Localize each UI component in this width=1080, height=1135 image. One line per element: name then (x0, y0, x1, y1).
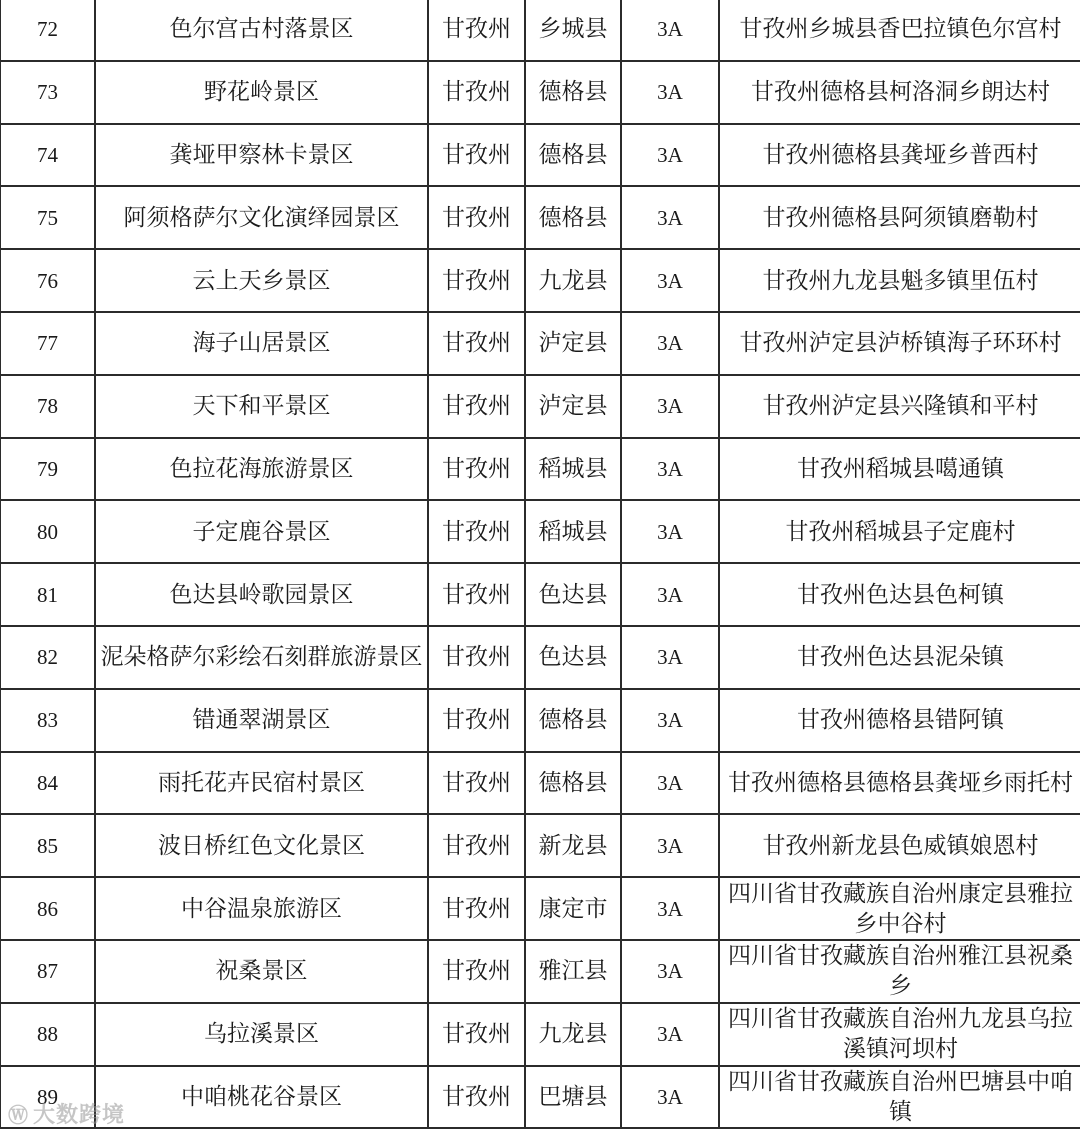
table-row (0, 563, 1080, 626)
table-row (0, 1003, 1080, 1066)
cell-name: 野花岭景区 (95, 61, 428, 124)
table-row (0, 124, 1080, 187)
cell-city: 甘孜州 (428, 0, 525, 61)
cell-level: 3A (621, 814, 719, 877)
cell-level: 3A (621, 124, 719, 187)
watermark-text: 大数跨境 (33, 1103, 126, 1128)
cell-name: 中谷温泉旅游区 (95, 877, 428, 940)
cell-city: 甘孜州 (428, 563, 525, 626)
cell-name: 雨托花卉民宿村景区 (95, 752, 428, 815)
cell-county: 色达县 (525, 563, 621, 626)
cell-address: 四川省甘孜藏族自治州雅江县祝桑乡 (719, 940, 1080, 1003)
cell-number: 88 (0, 1003, 95, 1066)
cell-address: 甘孜州新龙县色威镇娘恩村 (719, 814, 1080, 877)
table-row (0, 689, 1080, 752)
cell-number: 74 (0, 124, 95, 187)
cell-number: 76 (0, 249, 95, 312)
cell-number: 73 (0, 61, 95, 124)
cell-name: 阿须格萨尔文化演绎园景区 (95, 186, 428, 249)
cell-level: 3A (621, 1066, 719, 1129)
cell-level: 3A (621, 689, 719, 752)
cell-county: 稻城县 (525, 438, 621, 501)
cell-number: 77 (0, 312, 95, 375)
cell-county: 德格县 (525, 124, 621, 187)
cell-name: 色尔宫古村落景区 (95, 0, 428, 61)
cell-county: 色达县 (525, 626, 621, 689)
cell-city: 甘孜州 (428, 375, 525, 438)
watermark-logo-icon: Ⓦ (8, 1103, 29, 1127)
table-row (0, 438, 1080, 501)
cell-address: 甘孜州德格县阿须镇磨勒村 (719, 186, 1080, 249)
cell-address: 甘孜州稻城县子定鹿村 (719, 500, 1080, 563)
cell-level: 3A (621, 312, 719, 375)
cell-level: 3A (621, 563, 719, 626)
cell-city: 甘孜州 (428, 814, 525, 877)
cell-name: 色拉花海旅游景区 (95, 438, 428, 501)
cell-address: 甘孜州德格县龚垭乡普西村 (719, 124, 1080, 187)
cell-level: 3A (621, 1003, 719, 1066)
cell-level: 3A (621, 877, 719, 940)
cell-name: 天下和平景区 (95, 375, 428, 438)
table-row (0, 500, 1080, 563)
cell-number: 80 (0, 500, 95, 563)
cell-county: 巴塘县 (525, 1066, 621, 1129)
cell-address: 甘孜州德格县柯洛洞乡朗达村 (719, 61, 1080, 124)
cell-level: 3A (621, 500, 719, 563)
cell-name: 祝桑景区 (95, 940, 428, 1003)
cell-address: 甘孜州泸定县兴隆镇和平村 (719, 375, 1080, 438)
cell-level: 3A (621, 0, 719, 61)
cell-county: 稻城县 (525, 500, 621, 563)
table-row (0, 940, 1080, 1003)
cell-level: 3A (621, 626, 719, 689)
cell-address: 甘孜州乡城县香巴拉镇色尔宫村 (719, 0, 1080, 61)
cell-name: 波日桥红色文化景区 (95, 814, 428, 877)
cell-address: 甘孜州色达县泥朵镇 (719, 626, 1080, 689)
cell-number: 79 (0, 438, 95, 501)
cell-county: 雅江县 (525, 940, 621, 1003)
cell-county: 德格县 (525, 186, 621, 249)
table-row (0, 877, 1080, 940)
cell-county: 乡城县 (525, 0, 621, 61)
table-row (0, 186, 1080, 249)
cell-address: 甘孜州德格县错阿镇 (719, 689, 1080, 752)
cell-address: 甘孜州九龙县魁多镇里伍村 (719, 249, 1080, 312)
cell-address: 四川省甘孜藏族自治州巴塘县中咱镇 (719, 1066, 1080, 1129)
cell-city: 甘孜州 (428, 877, 525, 940)
cell-name: 龚垭甲察林卡景区 (95, 124, 428, 187)
cell-city: 甘孜州 (428, 438, 525, 501)
cell-city: 甘孜州 (428, 249, 525, 312)
cell-city: 甘孜州 (428, 1003, 525, 1066)
cell-county: 德格县 (525, 689, 621, 752)
cell-county: 新龙县 (525, 814, 621, 877)
cell-number: 85 (0, 814, 95, 877)
cell-number: 81 (0, 563, 95, 626)
cell-city: 甘孜州 (428, 312, 525, 375)
cell-level: 3A (621, 186, 719, 249)
cell-city: 甘孜州 (428, 1066, 525, 1129)
table-row (0, 814, 1080, 877)
table-row (0, 626, 1080, 689)
cell-address: 甘孜州色达县色柯镇 (719, 563, 1080, 626)
cell-name: 海子山居景区 (95, 312, 428, 375)
cell-level: 3A (621, 61, 719, 124)
cell-level: 3A (621, 752, 719, 815)
cell-level: 3A (621, 940, 719, 1003)
cell-address: 甘孜州德格县德格县龚垭乡雨托村 (719, 752, 1080, 815)
cell-number: 89 (0, 1066, 95, 1129)
cell-county: 九龙县 (525, 1003, 621, 1066)
cell-number: 82 (0, 626, 95, 689)
cell-number: 83 (0, 689, 95, 752)
cell-address: 四川省甘孜藏族自治州康定县雅拉乡中谷村 (719, 877, 1080, 940)
cell-name: 中咱桃花谷景区 (95, 1066, 428, 1129)
table-row (0, 0, 1080, 61)
cell-number: 87 (0, 940, 95, 1003)
cell-city: 甘孜州 (428, 124, 525, 187)
table-row (0, 752, 1080, 815)
cell-city: 甘孜州 (428, 626, 525, 689)
cell-address: 甘孜州稻城县噶通镇 (719, 438, 1080, 501)
cell-name: 云上天乡景区 (95, 249, 428, 312)
cell-level: 3A (621, 249, 719, 312)
cell-county: 九龙县 (525, 249, 621, 312)
cell-number: 78 (0, 375, 95, 438)
cell-number: 75 (0, 186, 95, 249)
table-row (0, 249, 1080, 312)
cell-name: 子定鹿谷景区 (95, 500, 428, 563)
cell-city: 甘孜州 (428, 752, 525, 815)
cell-county: 德格县 (525, 61, 621, 124)
table-row (0, 312, 1080, 375)
table-row (0, 375, 1080, 438)
cell-name: 色达县岭歌园景区 (95, 563, 428, 626)
cell-address: 四川省甘孜藏族自治州九龙县乌拉溪镇河坝村 (719, 1003, 1080, 1066)
cell-county: 德格县 (525, 752, 621, 815)
cell-county: 康定市 (525, 877, 621, 940)
table-row (0, 61, 1080, 124)
cell-name: 错通翠湖景区 (95, 689, 428, 752)
cell-number: 84 (0, 752, 95, 815)
cell-city: 甘孜州 (428, 500, 525, 563)
cell-number: 72 (0, 0, 95, 61)
cell-level: 3A (621, 438, 719, 501)
cell-city: 甘孜州 (428, 186, 525, 249)
cell-city: 甘孜州 (428, 61, 525, 124)
cell-city: 甘孜州 (428, 689, 525, 752)
cell-name: 泥朵格萨尔彩绘石刻群旅游景区 (95, 626, 428, 689)
cell-address: 甘孜州泸定县泸桥镇海子环环村 (719, 312, 1080, 375)
table-row (0, 1066, 1080, 1129)
cell-county: 泸定县 (525, 375, 621, 438)
cell-level: 3A (621, 375, 719, 438)
cell-city: 甘孜州 (428, 940, 525, 1003)
cell-number: 86 (0, 877, 95, 940)
cell-county: 泸定县 (525, 312, 621, 375)
watermark (8, 1098, 125, 1129)
cell-name: 乌拉溪景区 (95, 1003, 428, 1066)
